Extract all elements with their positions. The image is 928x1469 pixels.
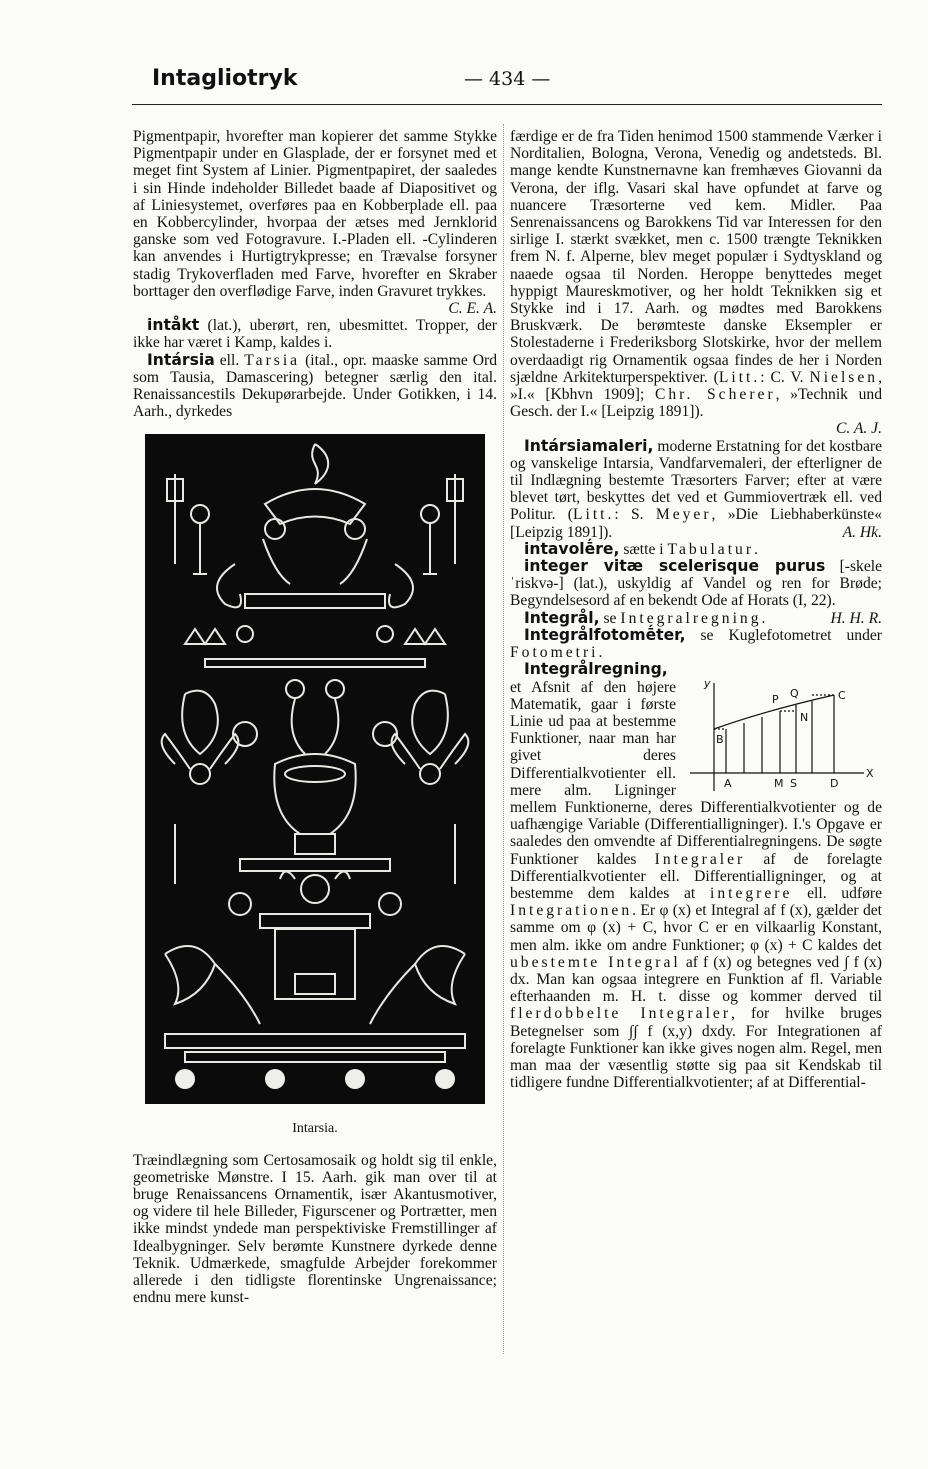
running-head: Intagliotryk [152,66,298,91]
headword: Integrålregning, [524,660,668,679]
intarsia-ornament-image [145,434,485,1104]
graph-label: C [838,689,846,703]
entry-intarsiamaleri: Intársiamaleri, moderne Erstatning for det kostbare og vanskelige Intarsia, Vandfarvemaleri, der efterligner de til Indlægning bestemte Træsorters Farver; efter at være blevet tørt, beskyttes det ved et Gummiovertræk ell. ved Politur. (Litt.: S. Meyer, »Die Liebhaberkünste« [Leipzig 1891]). A. Hk. [510,436,883,541]
entry-integralregning: Integrålregning, y X P Q C N B A M S D et Afsnit af den højere Matematik, gaar i første Linie ud paa at bestemme Funktioner, naar man har givet deres Differentialkvotienter ell. mere alm. Ligninger mellem Funktionerne, deres Differentialkvotienter og de uafhængige Variable (Differentialligninger). I.'s Opgave er saaledes den omvendte af Differentialregningens. De søgte Funktioner kaldes Integraler af de forelagte Differentialkvotienter ell. Differentialligninger, og at bestemme dem kaldes at integrere ell. udføre Integrationen. Er φ (x) et Integral af f (x), gælder det samme om φ (x) + C, hvor C er en vilkaarlig Konstant, men alm. ikke om andre Funktioner; φ (x) + C kaldes det ubestemte Integral af f (x) og betegnes ved ∫ f (x) dx. Man kan ogsaa integrere en Funktion af fl. Variable efterhaanden m. H. t. disse og kommer derved til flerdobbelte Integraler, for hvilke bruges Betegnelser som ∫∫ f (x,y) dxdy. For Integrationen af forelagte Funktioner kan ikke gives nogen alm. Regel, men man maa der væsentlig støtte sig paa sit Kendskab til tidligere fundne Differentialkvotienter; af at Differential- [510,660,883,1092]
right-column [510,128,882,1091]
page-header [152,62,882,104]
graph-label: S [790,777,797,791]
signature: H. H. R. [830,609,882,627]
entry-integralfotometer: Integrålfotomḗter, se Kuglefotometret under Fotometri. [510,625,882,662]
integral-diagram-svg [684,673,882,793]
graph-label: N [800,711,809,725]
headword: intavolḗre, [524,539,620,558]
graph-label: D [830,777,839,791]
signature: C. E. A. [448,300,497,318]
paragraph-intagliotryk-end: Pigmentpapir, hvorefter man kopierer det samme Stykke Pigmentpapir under en Glasplade, der er forsynet med et meget fint System af Linier. Pigmentpapiret, der saaledes i sin Hinde indeholder Billedet baade af Diapositivet og af Liniesystemet, overføres paa en Kobberplade ell. paa en Kobbercylinder, hvorpaa der ætses med Jernklorid ganske som ved Fotogravure. I.-Pladen ell. -Cylinderen kan anvendes i Hurtigtrykpresse; en Trævalse forsyner stadig Trykoverfladen med Farve, hvorefter en Skraber borttager den overflødige Farve, inden Gravuret trykkes. C. E. A. [133,128,497,318]
entry-intavolere: intavolḗre, sætte i Tabulatur. [524,539,758,558]
page-number: — 434 — [464,68,551,90]
headword: Integrålfotomḗter, [524,625,686,644]
header-rule [132,104,882,105]
entry-intakt: intåkt (lat.), uberørt, ren, ubesmittet. Tropper, der ikke har været i Kamp, kaldes i. [133,316,497,352]
headword: integer vitæ scelerisque purus [524,557,826,576]
signature: A. Hk. [842,523,882,541]
headword: Integrål, [524,608,600,627]
paragraph-intarsia-continued: Træindlægning som Certosamosaik og holdt sig til enkle, geometriske Mønstre. I 15. Aarh. gik man over til at bruge Renaissancens Ornamentik, især Akantusmotiver, og videre til hele Billeder, Figurscener og Portrætter, men ikke mindst yndede man perspektiviske Fremstillinger af Idealbygninger. Selv berømte Kunstnere dyrkede denne Teknik. Udmærkede, smagfulde Arbejder forekommer allerede i den tidligste florentinske Ungrenaissance; endnu mere kunst- [133,1151,497,1307]
intarsia-illustration [145,434,485,1104]
graph-label: B [716,733,724,747]
paragraph-intarsia-continued-right: færdige er de fra Tiden henimod 1500 stammende Værker i Norditalien, Bologna, Verona, Venedig og andetsteds. Bl. mange kendte Kunstnernavne kan fremhæves Giovanni da Verona, der iflg. Vasari skal have opfundet at farve og nuancere Træsorterne ved kem. Midler. Paa Senrenaissancens og Barokkens Tid var Interessen for den sirlige I. stærkt svækket, men c. 1500 trængte Teknikken frem N. f. Alperne, blev meget populær i Sydtyskland og naaede ogsaa til Norden. Heroppe benyttedes meget hyppigt Maureskmotiver, og her holdt Teknikken sig et Stykke ind i 17. Aarh. og mødtes med Barokkens Bruskværk. De berømteste danske Eksempler er Stolestaderne i Frederiksborg Slotskirke, hvor der mellem overdaadigt rig Ornamentik ogsaa findes de her i Norden sjældne Arkitekturperspektiver. (Litt.: C. V. Nielsen, »I.« [Kbhvn 1909]; Chr. Scherer, »Technik und Gesch. der I.« [Leipzig 1891]). C. A. J. [510,128,882,438]
integral-diagram [684,673,882,793]
column-divider [503,124,504,1354]
graph-label: P [772,693,779,707]
entry-integer-vitae: integer vitæ scelerisque purus [-skele ˈriskvə-] (lat.), uskyldig af Vandel og ren for Brøde; Begyndelsesord af en bekendt Ode af Horats (I, 22). H. H. R. [510,557,883,627]
headword: Intársiamaleri, [524,436,654,455]
signature: C. A. J. [835,420,882,438]
headword: Intársia [147,350,215,369]
figure-caption: Intarsia. [292,1121,338,1137]
graph-label-x: X [866,767,874,781]
graph-label-y: y [704,677,711,691]
left-column [133,128,497,1306]
graph-label: A [724,777,732,791]
entry-intarsia: Intársia ell. Tarsia (ital., opr. maaske samme Ord som Tausia, Damascering) betegner særlig den ital. Renaissancestils Dekupørarbejde. Under Gotikken, i 14. Aarh., dyrkedes [133,350,497,421]
graph-label: Q [790,687,799,701]
entry-integral: Integrål, se Integralregning. [524,608,766,627]
headword: intåkt [147,316,200,335]
graph-label: M [774,777,784,791]
